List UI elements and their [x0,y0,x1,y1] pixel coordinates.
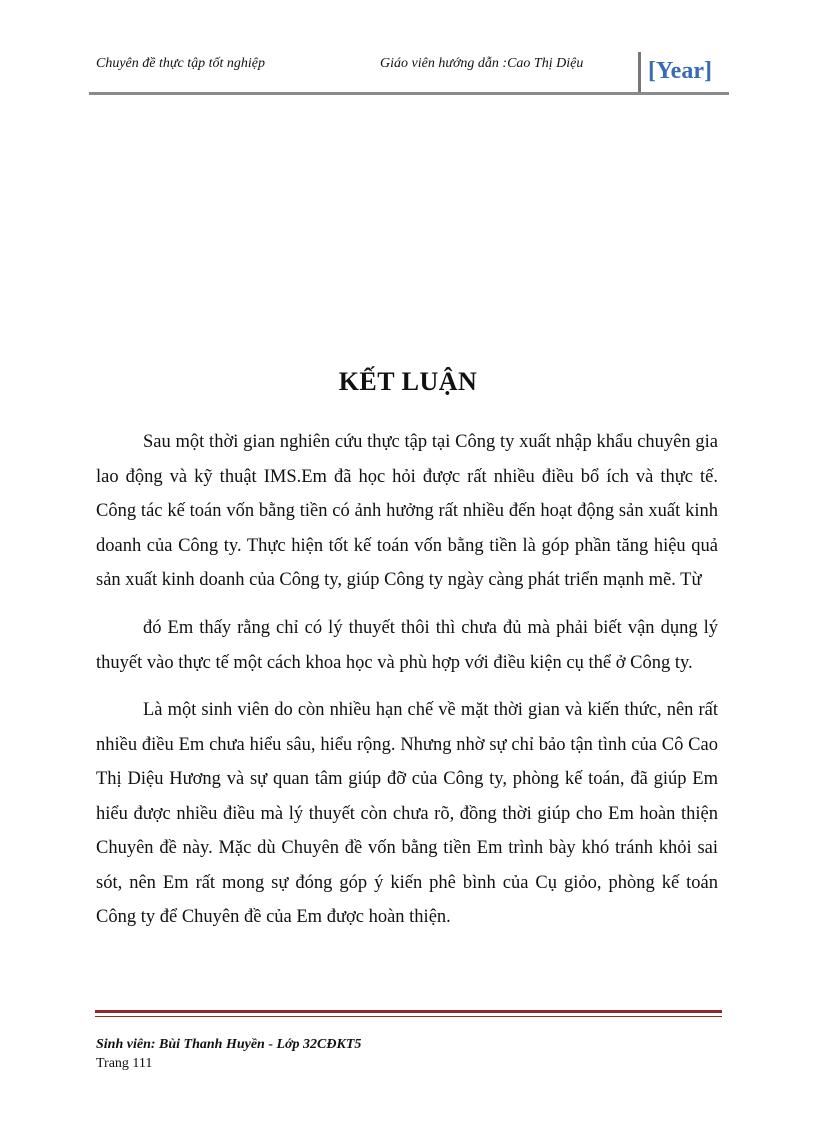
footer-student: Sinh viên: Bùi Thanh Huyền - Lớp 32CĐKT5 [96,1037,362,1052]
paragraph-1: Sau một thời gian nghiên cứu thực tập tại Công ty xuất nhập khẩu chuyên gia lao động và kỹ thuật IMS.Em đã học hỏi được rất nhiều điều bổ ích và thực tế. Công tác kế toán vốn bằng tiền có ảnh hưởng rất nhiều đến hoạt động sản xuất kinh doanh của Công ty. Thực hiện tốt kế toán vốn bằng tiền là góp phần tăng hiệu quả sản xuất kinh doanh của Công ty, giúp Công ty ngày càng phát triển mạnh mẽ. Từ [96,432,718,590]
header-rule [89,92,729,95]
footer-page-number: Trang 111 [96,1056,153,1071]
page-title: KẾT LUẬN [338,367,478,396]
header-divider [638,52,641,92]
paragraph-3: Là một sinh viên do còn nhiều hạn chế về mặt thời gian và kiến thức, nên rất nhiều điều Em chưa hiểu sâu, hiểu rộng. Nhưng nhờ sự chỉ bảo tận tình của Cô Cao Thị Diệu Hương và sự quan tâm giúp đỡ của Công ty, phòng kế toán, đã giúp Em hiểu được nhiều điều mà lý thuyết còn chưa rõ, đồng thời giúp cho Em hoàn thiện Chuyên đề này. Mặc dù Chuyên đề vốn bằng tiền Em trình bày khó tránh khỏi sai sót, nên Em rất mong sự đóng góp ý kiến phê bình của Cụ giỏo, phòng kế toán Công ty để Chuyên đề của Em được hoàn thiện. [96,700,718,927]
header-advisor: Giáo viên hướng dẫn :Cao Thị Diệu [380,56,584,71]
paragraph-2: đó Em thấy rằng chỉ có lý thuyết thôi thì chưa đủ mà phải biết vận dụng lý thuyết vào thực tế một cách khoa học và phù hợp với điều kiện cụ thể ở Công ty. [96,618,718,673]
header-year: [Year] [648,58,712,84]
footer-rule-thin [95,1016,722,1017]
footer-rule-thick [95,1010,722,1013]
header-topic: Chuyên đề thực tập tốt nghiệp [96,56,265,71]
